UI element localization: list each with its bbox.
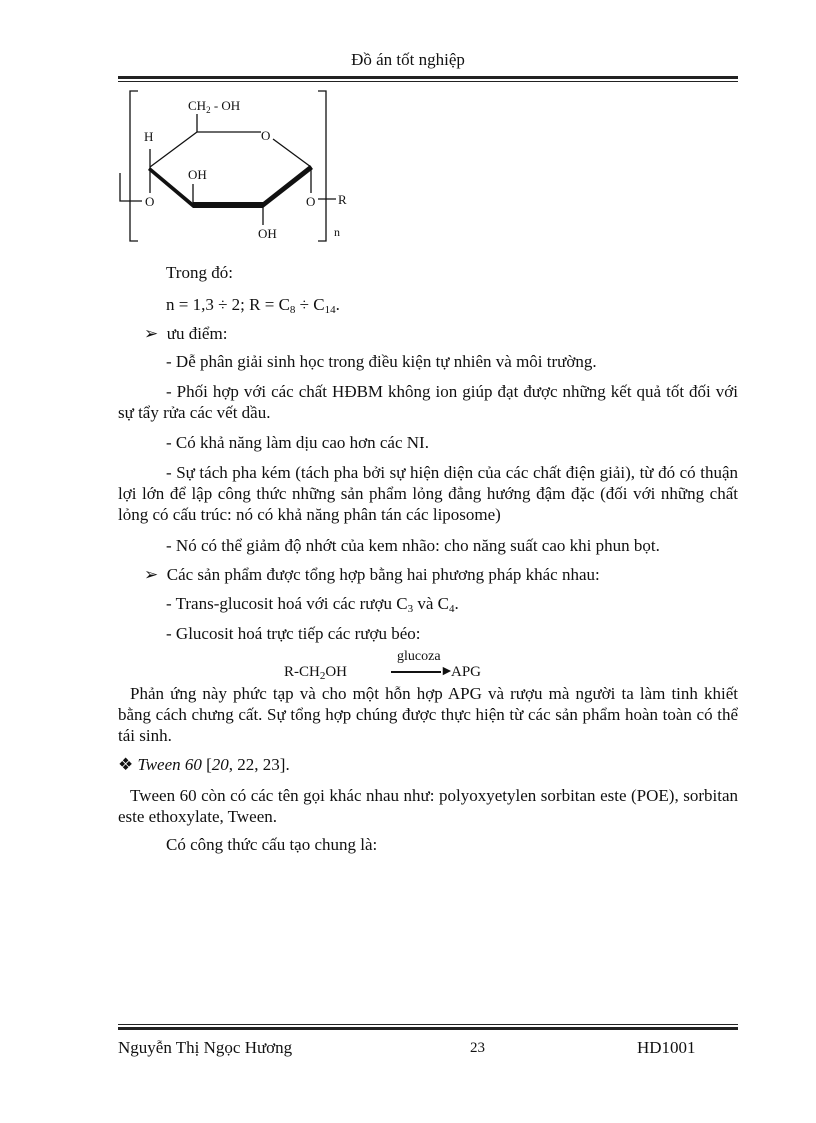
o-left-label: O (145, 194, 155, 209)
paragraph-3: - Có khả năng làm dịu cao hơn các NI. (166, 433, 429, 452)
page-header-title: Đồ án tốt nghiệp (351, 50, 465, 69)
h-label: H (144, 129, 154, 144)
footer-rule-thin (118, 1024, 738, 1025)
header-rule-thin (118, 81, 738, 82)
apg-structure-diagram (110, 85, 370, 250)
footer-author: Nguyễn Thị Ngọc Hương (118, 1038, 293, 1057)
arrow-bullet-icon: ➢ (144, 565, 159, 584)
reaction-catalyst: glucoza (397, 649, 441, 664)
diamond-bullet-icon: ❖ (118, 755, 134, 774)
reaction-product: APG (451, 664, 482, 680)
ring-bond-1 (150, 132, 197, 167)
reaction-arrow (391, 671, 441, 673)
n-label: n (334, 225, 340, 239)
ring-bond-3 (273, 139, 311, 167)
uu-diem-bullet: ➢ ưu điểm: (144, 324, 228, 343)
formula-line: n = 1,3 ÷ 2; $R = C_8 \div C_{14}$. (166, 295, 340, 316)
oh-bottom-label: OH (258, 226, 277, 241)
paragraph-6: - Trans-glucosit hoá với các rượu $C_3$ và $C_4$. (166, 594, 459, 615)
methods-bullet: ➢ Các sản phẩm được tổng hợp bằng hai phương pháp khác nhau: (144, 565, 600, 584)
right-bracket (318, 91, 326, 241)
paragraph-1: - Dễ phân giải sinh học trong điều kiện tự nhiên và môi trường. (166, 352, 597, 371)
ch2oh-label: $CH_2$ - OH (188, 98, 241, 115)
paragraph-9: Tween 60 còn có các tên gọi khác nhau như: polyoxyetylen sorbitan este (POE), sorbitan este ethoxylate, Tween. (118, 786, 738, 826)
footer-rule-thick (118, 1027, 738, 1030)
ring-wedge-bond-bottom (193, 202, 263, 208)
footer-page-number: 23 (470, 1040, 485, 1056)
oh-left-label: OH (188, 167, 207, 182)
tween-heading: ❖ Tween 60 [20, 22, 23]. (118, 755, 290, 774)
paragraph-7: - Glucosit hoá trực tiếp các rượu béo: (166, 624, 421, 643)
paragraph-2: - Phối hợp với các chất HĐBM không ion giúp đạt được những kết quả tốt đối với sự tẩy rửa các vết dầu. (118, 382, 738, 422)
footer-code: HD1001 (637, 1038, 696, 1057)
ring-oxygen-label: O (261, 128, 271, 143)
header-rule-thick (118, 76, 738, 79)
r-label: R (338, 192, 347, 207)
paragraph-10: Có công thức cấu tạo chung là: (166, 835, 378, 854)
arrow-bullet-icon: ➢ (144, 324, 159, 343)
left-chain-bond (120, 173, 142, 201)
paragraph-8: Phản ứng này phức tạp và cho một hỗn hợp APG và rượu mà người ta làm tinh khiết bằng cách chưng cất. Sự tổng hợp chúng được thực hiện từ các sản phẩm hoàn toàn có thể tái sinh. (118, 684, 738, 745)
paragraph-4: - Sự tách pha kém (tách pha bởi sự hiện diện của các chất điện giải), từ đó có thuận lợi lớn để lập công thức những sản phẩm lỏng đẳng hướng đậm đặc (đối với những chất lỏng có cấu trúc: nó có khả năng phân tán các liposome) (118, 463, 738, 524)
left-bracket (130, 91, 138, 241)
paragraph-5: - Nó có thể giảm độ nhớt của kem nhão: cho năng suất cao khi phun bọt. (166, 536, 660, 555)
arrow-head-icon: ► (440, 664, 454, 679)
reaction-reactant: $R-CH_2OH$ (284, 664, 348, 682)
ring-wedge-bond-left (148, 167, 193, 208)
o-right-label: O (306, 194, 316, 209)
trong-do-label: Trong đó: (166, 263, 233, 282)
